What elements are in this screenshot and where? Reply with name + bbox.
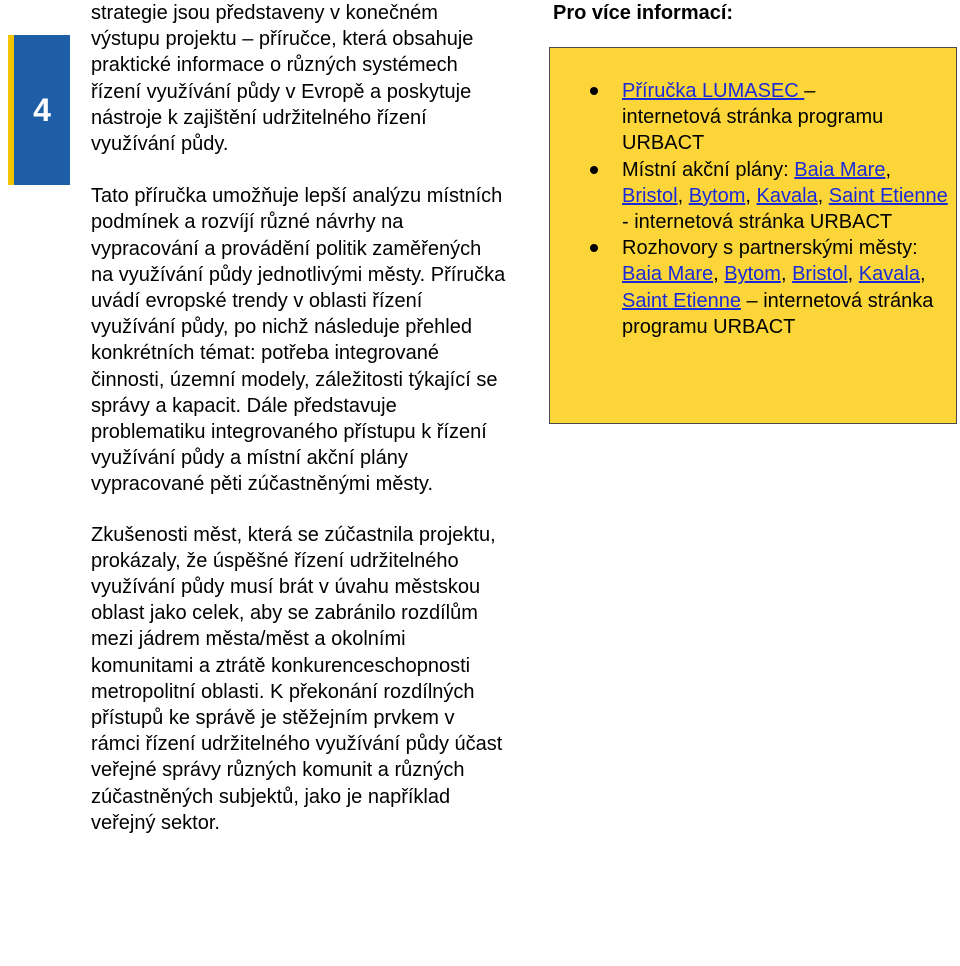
info-item-interviews [590, 235, 952, 340]
link-bristol[interactable]: Bristol [622, 184, 678, 207]
chapter-number: 4 [33, 92, 51, 128]
paragraph-experience: Zkušenosti měst, která se zúčastnila projektu, prokázaly, že úspěšné řízení udržitelného využívání půdy musí brát v úvahu městskou oblast jako celek, aby se zabránilo rozdílům mezi jádrem města/měst a okolními komunitami a ztrátě konkurenceschopnosti metropolitní oblasti. K překonání rozdílných přístupů ke správě je stěžejním prvkem v rámci řízení udržitelného využívání půdy účast veřejné správy různých komunit a různých zúčastněných subjektů, jako je například veřejný sektor. [91, 523, 503, 834]
separator: , [745, 184, 757, 207]
dash-text: – [804, 80, 816, 102]
info-item-text: – internetová stránka programu URBACT [622, 289, 934, 338]
info-box [549, 47, 957, 424]
link-baia-mare[interactable]: Baia Mare [622, 263, 714, 286]
main-text-column [91, 0, 506, 836]
link-bytom[interactable]: Bytom [724, 263, 781, 286]
paragraph-strategies: strategie jsou představeny v konečném výstupu projektu – příručce, která obsahuje praktické informace o různých systémech řízení využívání půdy v Evropě a poskytuje nástroje k zajištění udržitelného řízení využívání půdy. [91, 2, 474, 156]
info-item-text: internetová stránka programu URBACT [622, 106, 884, 155]
info-list [590, 78, 952, 340]
link-saint-etienne[interactable]: Saint Etienne [622, 289, 741, 312]
separator: , [919, 263, 926, 286]
info-item-lead: Místní akční plány: [622, 158, 795, 181]
link-baia-mare[interactable]: Baia Mare [794, 158, 886, 181]
separator: , [847, 263, 859, 286]
paragraph-handbook: Tato příručka umožňuje lepší analýzu místních podmínek a rozvíjí různé návrhy na vypracování a provádění politik zaměřených na využívání půdy jednotlivými městy. Příručka uvádí evropské trendy v oblasti řízení využívání půdy, po nichž následuje přehled konkrétních témat: potřeba integrované činnosti, územní modely, záležitosti týkající se správy a kapacit. Dále představuje problematiku integrovaného přístupu k řízení využívání půdy a místní akční plány vypracované pěti zúčastněnými městy. [91, 185, 506, 496]
info-item-lead: Rozhovory s partnerskými městy: [622, 237, 918, 260]
info-item-handbook [590, 78, 952, 157]
info-heading: Pro více informací: [553, 2, 734, 24]
link-lumasec-handbook[interactable]: Příručka LUMASEC [622, 80, 805, 102]
link-kavala[interactable]: Kavala [756, 184, 818, 207]
bullet-icon [590, 244, 598, 252]
bullet-icon [590, 87, 598, 95]
link-bristol[interactable]: Bristol [792, 263, 848, 286]
info-item-action-plans [590, 157, 952, 236]
separator: , [885, 158, 892, 181]
bullet-icon [590, 166, 598, 174]
chapter-badge [8, 35, 70, 185]
info-item-text: - internetová stránka URBACT [622, 211, 893, 234]
separator: , [677, 184, 689, 207]
separator: , [817, 184, 829, 207]
link-kavala[interactable]: Kavala [858, 263, 920, 286]
separator: , [780, 263, 793, 286]
separator: , [713, 263, 725, 286]
link-bytom[interactable]: Bytom [688, 184, 746, 207]
link-saint-etienne[interactable]: Saint Etienne [828, 184, 948, 207]
